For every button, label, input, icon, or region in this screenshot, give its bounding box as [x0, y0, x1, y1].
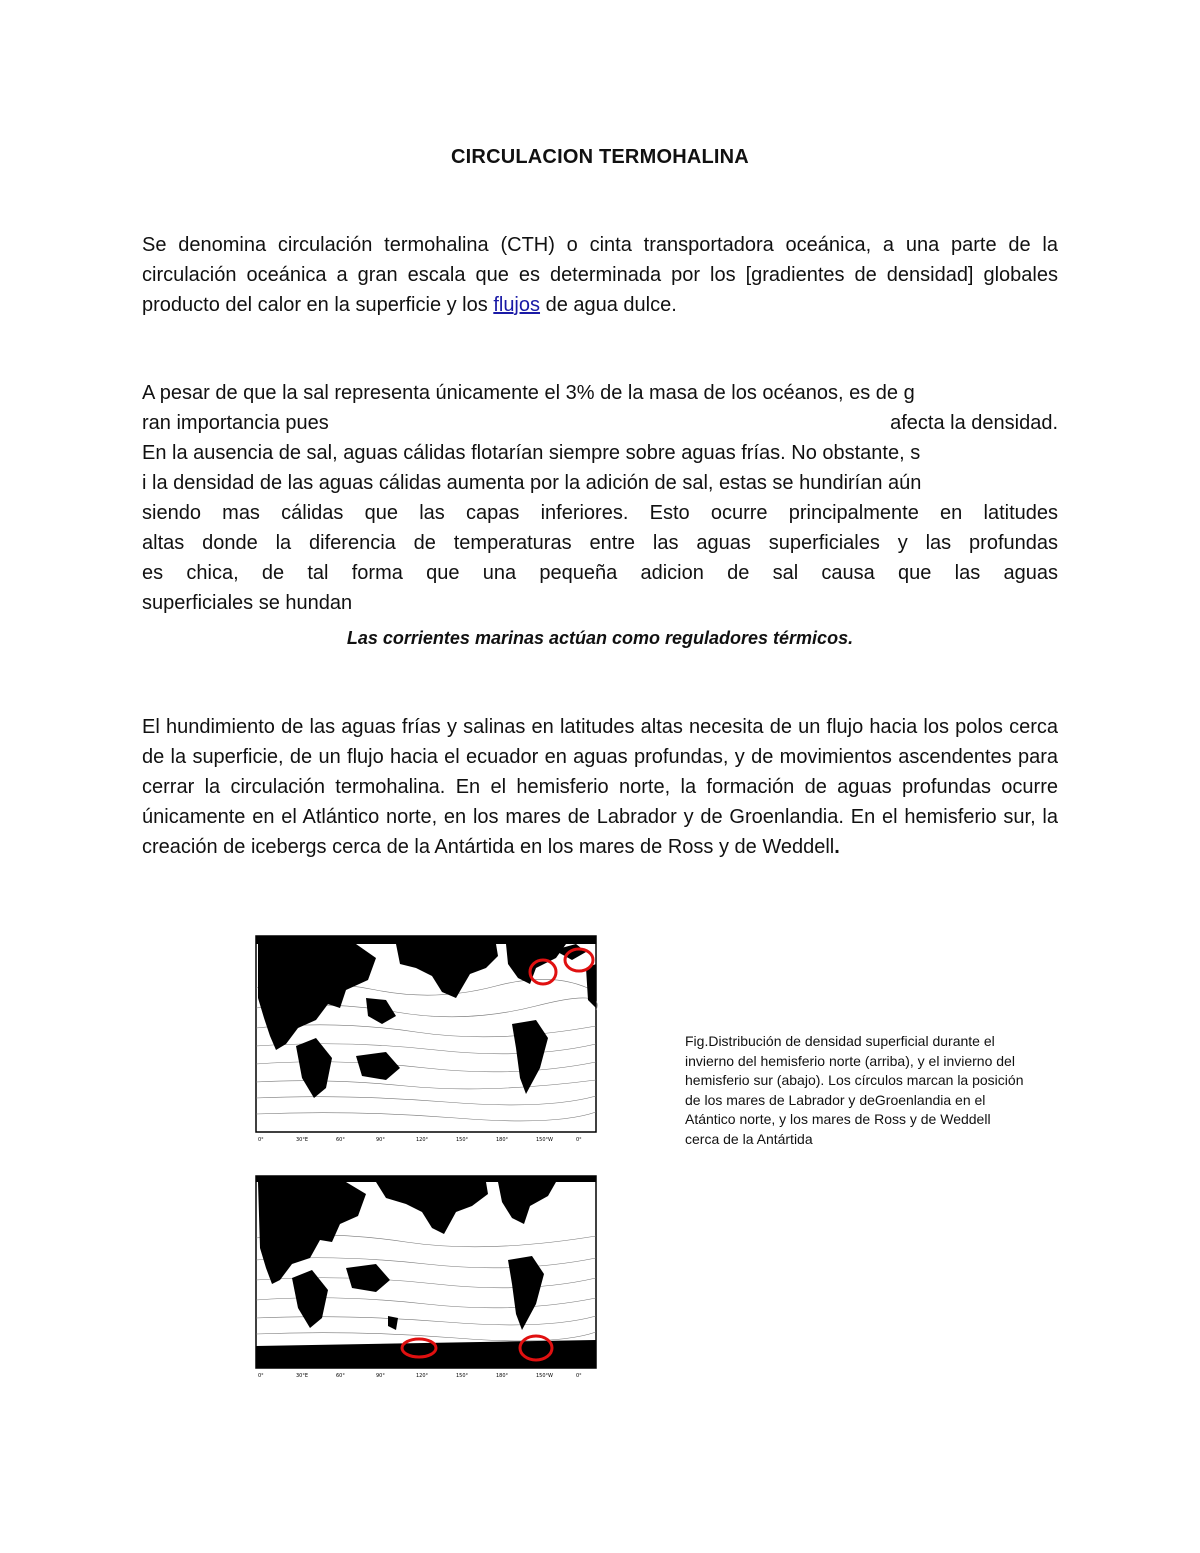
- svg-text:150°: 150°: [456, 1373, 469, 1379]
- svg-text:60°: 60°: [336, 1137, 345, 1143]
- paragraph-intro-text: Se denomina circulación termohalina (CTH) o cinta transportadora oceánica, a una parte de la circulación oceánica a gran escala que es determinada por los [gradientes de densidad] globales producto del calor en la superficie y los: [142, 234, 1058, 316]
- paragraph-sinking-end: .: [834, 836, 840, 858]
- svg-text:90°: 90°: [376, 1137, 385, 1143]
- salinity-line-1: A pesar de que la sal representa únicamente el 3% de la masa de los océanos, es de g: [142, 382, 915, 404]
- svg-text:150°: 150°: [456, 1137, 469, 1143]
- svg-text:0°: 0°: [258, 1373, 264, 1379]
- page-title: CIRCULACION TERMOHALINA: [451, 146, 749, 168]
- flujos-link[interactable]: flujos: [493, 294, 541, 316]
- emphasis-caption: Las corrientes marinas actúan como reguladores térmicos.: [346, 628, 854, 648]
- paragraph-sinking-text: El hundimiento de las aguas frías y salinas en latitudes altas necesita de un flujo hacia los polos cerca de la superficie, de un flujo hacia el ecuador en aguas profundas, y de movimientos ascendentes para cerrar la circulación termohalina. En el hemisferio norte, la formación de aguas profundas ocurre únicamente en el Atlántico norte, en los mares de Labrador y de Groenlandia. En el hemisferio sur, la creación de icebergs cerca de la Antártida en los mares de Ross y de Weddell: [142, 716, 1058, 858]
- salinity-line-4: i la densidad de las aguas cálidas aumenta por la adición de sal, estas se hundirían aún: [142, 472, 922, 494]
- svg-text:30°E: 30°E: [296, 1137, 309, 1143]
- svg-text:30°E: 30°E: [296, 1373, 309, 1379]
- salinity-line-3: En la ausencia de sal, aguas cálidas flotarían siempre sobre aguas frías. No obstante, s: [142, 442, 921, 464]
- salinity-line-2b: afecta la densidad.: [890, 412, 1058, 434]
- svg-text:90°: 90°: [376, 1373, 385, 1379]
- salinity-line-6: altas donde la diferencia de temperaturas entre las aguas superficiales y las profundas: [142, 532, 1058, 554]
- figure-caption: Fig.Distribución de densidad superficial durante el invierno del hemisferio norte (arriba), y el invierno del hemisferio sur (abajo). Los círculos marcan la posición de los mares de Labrador y deGroenlandia en el Atántico norte, y los mares de Ross y de Weddell cerca de la Antártida: [685, 1033, 1024, 1147]
- svg-text:120°: 120°: [416, 1373, 429, 1379]
- salinity-line-2a: ran importancia pues: [142, 412, 329, 434]
- density-map-north-winter: [236, 928, 612, 1144]
- paragraph-intro: [142, 230, 1058, 320]
- svg-text:0°: 0°: [258, 1137, 264, 1143]
- salinity-line-7: es chica, de tal forma que una pequeña adicion de sal causa que las aguas: [142, 562, 1058, 584]
- svg-text:0°: 0°: [576, 1373, 582, 1379]
- salinity-line-5: siendo mas cálidas que las capas inferiores. Esto ocurre principalmente en latitudes: [142, 502, 1058, 524]
- paragraph-salinity: [142, 378, 1058, 618]
- salinity-line-8: superficiales se hundan: [142, 592, 353, 614]
- salinity-line-2: [142, 408, 1058, 438]
- svg-text:180°: 180°: [496, 1137, 509, 1143]
- svg-text:150°W: 150°W: [536, 1373, 553, 1379]
- paragraph-intro-end: de agua dulce.: [540, 294, 677, 316]
- paragraph-sinking: [142, 712, 1058, 862]
- svg-text:120°: 120°: [416, 1137, 429, 1143]
- density-map-south-winter: [236, 1168, 612, 1380]
- svg-text:150°W: 150°W: [536, 1137, 553, 1143]
- svg-text:180°: 180°: [496, 1373, 509, 1379]
- svg-text:60°: 60°: [336, 1373, 345, 1379]
- svg-text:0°: 0°: [576, 1137, 582, 1143]
